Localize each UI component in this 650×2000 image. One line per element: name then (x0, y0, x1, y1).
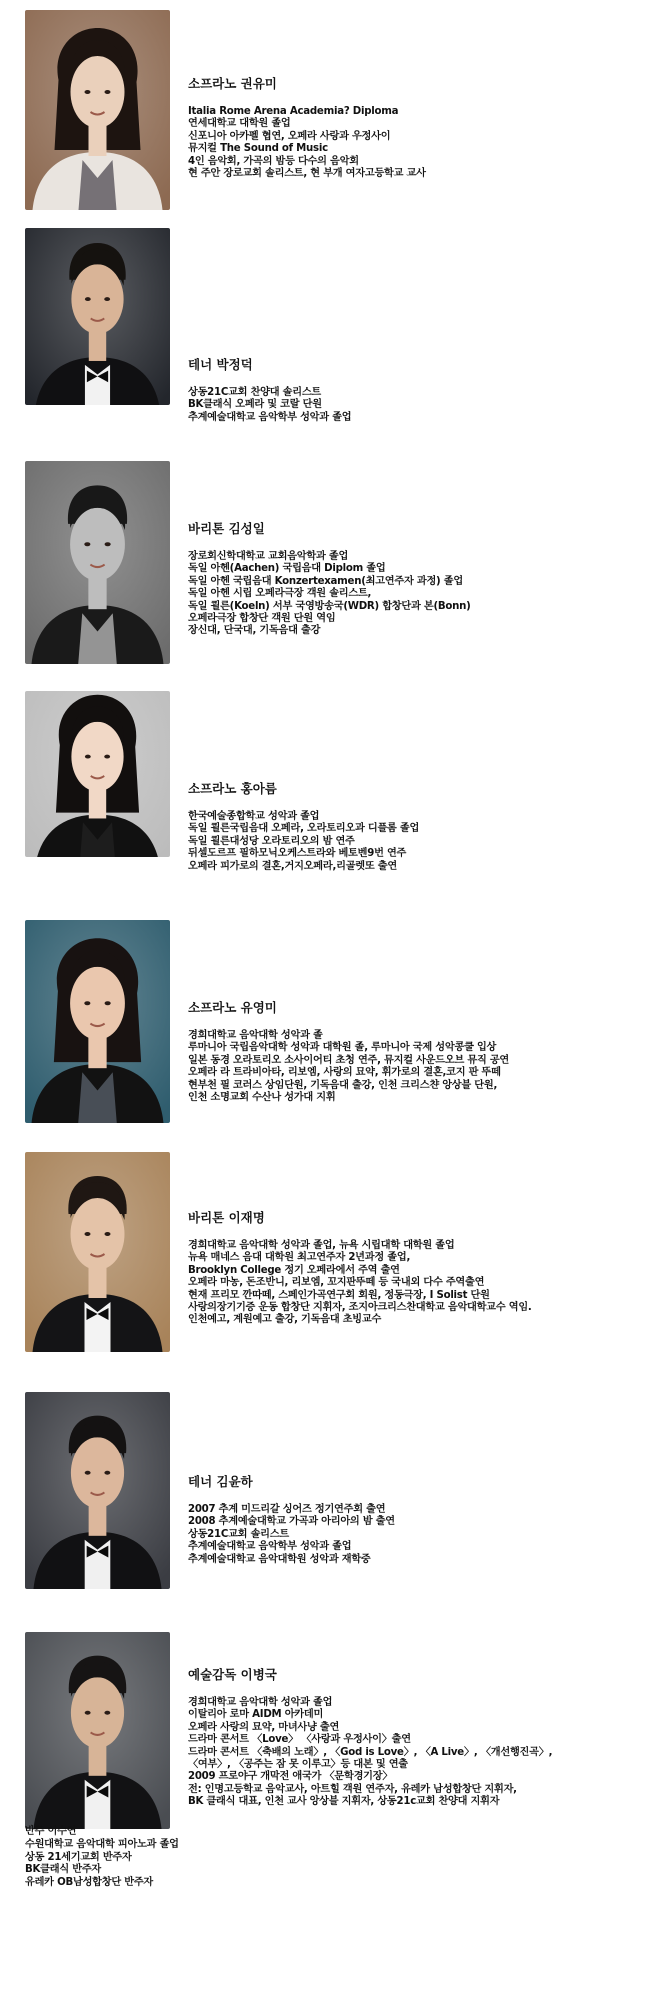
performer-photo (25, 691, 170, 857)
career-line: 장신대, 단국대, 기독음대 출강 (188, 625, 321, 637)
accompanist-name: 반주 이수연 (25, 1826, 77, 1837)
performer-info (188, 357, 643, 424)
career-line: 추계예술대학교 음악대학원 성악과 재학중 (188, 1553, 371, 1565)
performer-info (188, 521, 643, 638)
performer-name: 예술감독 이병국 (188, 1667, 277, 1682)
career-line: 2009 프로야구 개막전 애국가 〈문학경기장〉 (188, 1771, 393, 1783)
performer-name: 테너 박정덕 (188, 357, 253, 372)
career-line: 오페라 사랑의 묘약, 마녀사냥 출연 (188, 1721, 340, 1733)
performer-photo (25, 461, 170, 664)
career-line: 경희대학교 음악대학 성악과 졸업, 뉴욕 시립대학 대학원 졸업 (188, 1240, 455, 1251)
career-line: 상동21C교회 솔리스트 (188, 1528, 289, 1540)
career-line: 사랑의장기기증 운동 합창단 지휘자, 조지아크리스찬대학교 음악대학교수 역임. (188, 1302, 532, 1314)
career-line: 경희대학교 음악대학 성악과 졸업 (188, 1697, 333, 1708)
career-line: 4인 음악회, 가곡의 밤등 다수의 음악회 (188, 155, 359, 167)
career-line: 오페라 라 트라비아타, 리보엠, 사랑의 묘약, 휘가로의 결혼,코지 판 뚜떼 (188, 1067, 501, 1079)
career-line: 현재 프리모 깐따떼, 스페인가곡연구회 회원, 정동극장, I Solist 단원 (188, 1289, 490, 1301)
career-line: 드라마 콘서트 〈Love〉 〈사랑과 우정사이〉출연 (188, 1734, 411, 1746)
performer-info (188, 1667, 643, 1809)
career-line: 뒤셀도르프 필하모닉오케스트라와 베토벤9번 연주 (188, 848, 407, 860)
portrait-svg (25, 228, 170, 405)
career-line: 한국예술종합학교 성악과 졸업 (188, 811, 320, 822)
career-line: Brooklyn College 정기 오페라에서 주역 출연 (188, 1264, 400, 1276)
performer-photo (25, 1632, 170, 1829)
portrait-svg (25, 1392, 170, 1589)
performer-name: 바리톤 김성일 (188, 521, 265, 536)
career-line: BK클래식 오페라 및 코랄 단원 (188, 399, 322, 411)
performer-photo (25, 1152, 170, 1352)
career-line: 장로회신학대학교 교회음악학과 졸업 (188, 551, 349, 562)
career-line: 신포니아 아카펠 협연, 오페라 사랑과 우정사이 (188, 130, 391, 142)
portrait-svg (25, 1632, 170, 1829)
career-line: 수원대학교 음악대학 피아노과 졸업 (25, 1838, 179, 1850)
career-line: 이탈리아 로마 AIDM 아카데미 (188, 1709, 324, 1721)
portrait-svg (25, 461, 170, 664)
performer-info (188, 1474, 643, 1566)
career-line: 독일 쾰른(Koeln) 서부 국영방송국(WDR) 합창단과 본(Bonn) (188, 600, 471, 612)
career-line: 뮤지컬 The Sound of Music (188, 143, 328, 155)
portrait-svg (25, 1152, 170, 1352)
performer-info (188, 1000, 643, 1104)
career-line: 2007 추계 미드리갈 싱어즈 정기연주회 출연 (188, 1504, 386, 1515)
performer-name: 바리톤 이재명 (188, 1210, 265, 1225)
career-line: BK 클래식 대표, 인천 교사 앙상블 지휘자, 상동21c교회 찬양대 지휘자 (188, 1796, 500, 1808)
career-line: 루마니아 국립음악대학 성악과 대학원 졸, 루마니아 국제 성악콩쿨 입상 (188, 1042, 497, 1054)
performer-name: 테너 김윤하 (188, 1474, 253, 1489)
career-line: 현부천 필 코러스 상임단원, 기독음대 출강, 인천 크리스챤 앙상블 단원, (188, 1079, 498, 1091)
career-line: 독일 아헨(Aachen) 국립음대 Diplom 졸업 (188, 563, 386, 575)
career-line: 〈여부〉, 〈공주는 잠 못 이루고〉등 대본 및 연출 (188, 1759, 408, 1771)
career-line: 전: 인명고등학교 음악교사, 아트힐 객원 연주자, 유레카 남성합창단 지휘자, (188, 1783, 517, 1795)
career-line: 독일 아헨 시립 오페라극장 객원 솔리스트, (188, 588, 372, 600)
career-line: 독일 아헨 국립음대 Konzertexamen(최고연주자 과정) 졸업 (188, 575, 463, 587)
performer-info (188, 76, 643, 180)
career-line: 오페라 마농, 돈조반니, 리보엠, 꼬지판뚜떼 등 국내외 다수 주역출연 (188, 1277, 485, 1289)
career-line: 현 주안 장로교회 솔리스트, 현 부개 여자고등학교 교사 (188, 168, 426, 180)
career-line: 드라마 콘서트 〈축배의 노래〉, 〈God is Love〉, 〈A Live〉, 〈개선행진곡〉, (188, 1746, 553, 1758)
career-line: 유레카 OB남성합창단 반주자 (25, 1877, 154, 1889)
performer-photo (25, 10, 170, 210)
career-line: 추계예술대학교 음악학부 성악과 졸업 (188, 411, 352, 423)
career-line: 인천예고, 계원예고 출강, 기독음대 초빙교수 (188, 1314, 382, 1326)
portrait-svg (25, 920, 170, 1123)
performer-name: 소프라노 유영미 (188, 1000, 277, 1015)
career-line: 독일 쾰른국립음대 오페라, 오라토리오과 디플롬 졸업 (188, 823, 420, 835)
performer-info (188, 781, 643, 873)
career-line: 상동21C교회 찬양대 솔리스트 (188, 387, 321, 398)
career-line: 상동 21세기교회 반주자 (25, 1851, 132, 1863)
career-line: 일본 동경 오라토리오 소사이어티 초청 연주, 뮤지컬 사운드오브 뮤직 공연 (188, 1054, 510, 1066)
performer-info (188, 1210, 643, 1327)
career-line: 추계예술대학교 음악학부 성악과 졸업 (188, 1541, 352, 1553)
accompanist-info (25, 1826, 625, 1890)
performer-photo (25, 1392, 170, 1589)
portrait-svg (25, 10, 170, 210)
career-line: 연세대학교 대학원 졸업 (188, 118, 291, 130)
career-line: 뉴욕 매네스 음대 대학원 최고연주자 2년과정 졸업, (188, 1252, 411, 1264)
career-line: 오페라극장 합창단 객원 단원 역임 (188, 613, 336, 625)
career-line: 독일 쾰른대성당 오라토리오의 밤 연주 (188, 835, 355, 847)
performer-photo (25, 920, 170, 1123)
career-line: Italia Rome Arena Academia? Diploma (188, 106, 399, 117)
career-line: 오페라 피가로의 결혼,거지오페라,리골렛또 출연 (188, 860, 397, 872)
career-line: 2008 추계예술대학교 가곡과 아리아의 밤 출연 (188, 1516, 395, 1528)
career-line: 인천 소명교회 수산나 성가대 지휘 (188, 1092, 336, 1104)
career-line: 경희대학교 음악대학 성악과 졸 (188, 1030, 323, 1041)
performer-photo (25, 228, 170, 405)
performer-name: 소프라노 권유미 (188, 76, 277, 91)
performer-name: 소프라노 홍아름 (188, 781, 277, 796)
career-line: BK클래식 반주자 (25, 1864, 102, 1876)
portrait-svg (25, 691, 170, 857)
